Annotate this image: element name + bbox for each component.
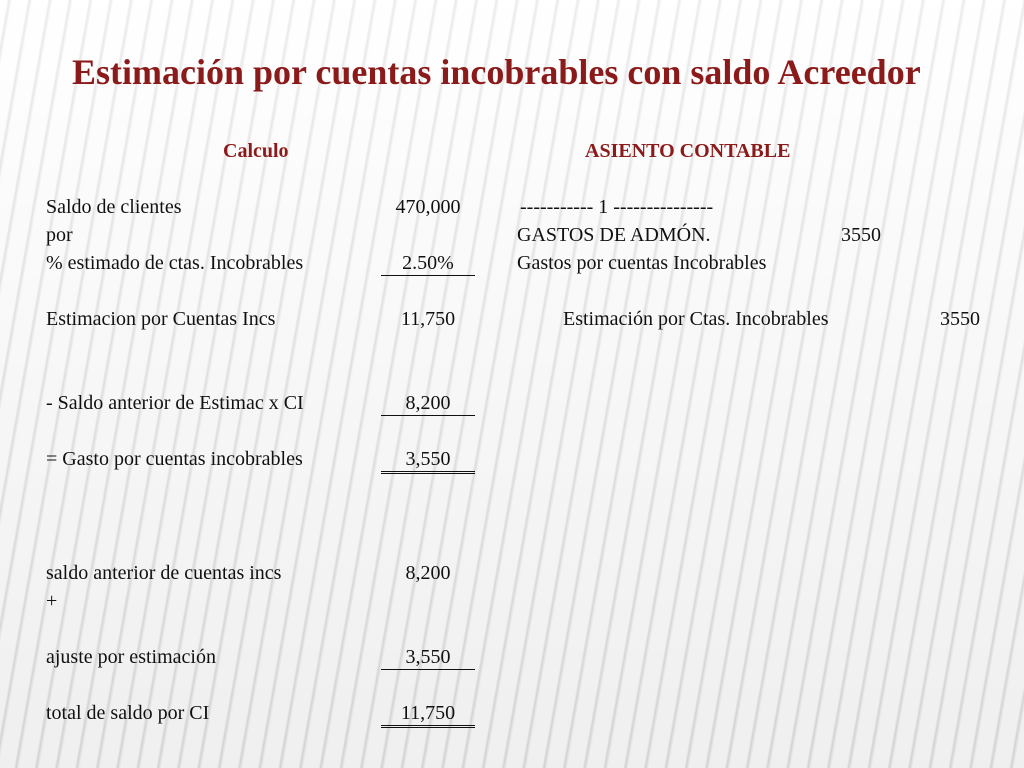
calc-value-saldo-clientes: 470,000 [395,196,461,218]
calc-value-ajuste: 3,550 [381,645,475,670]
calc-label-estimacion: Estimacion por Cuentas Incs [46,308,276,330]
calc-label-saldo-anterior-cuentas: saldo anterior de cuentas incs [46,562,282,584]
calc-value-porcentaje-estimado: 2.50% [381,251,475,276]
slide-title: Estimación por cuentas incobrables con saldo Acreedor [72,52,921,92]
calc-label-saldo-anterior-estimac: - Saldo anterior de Estimac x CI [46,392,304,414]
calc-label-por: por [46,224,73,246]
asiento-debit-amount: 3550 [841,224,881,246]
calculo-heading: Calculo [223,140,289,162]
calc-value-saldo-anterior-estimac: 8,200 [381,391,475,416]
calc-value-estimacion: 11,750 [400,308,456,330]
asiento-separator: ----------- 1 --------------- [520,196,714,218]
calc-label-plus: + [46,590,58,612]
calc-value-total: 11,750 [381,701,475,728]
asiento-credit-amount: 3550 [940,308,980,330]
calc-label-saldo-clientes: Saldo de clientes [46,196,182,218]
calc-label-total: total de saldo por CI [46,702,210,724]
asiento-debit-account: GASTOS DE ADMÓN. [517,224,711,246]
calc-value-gasto: 3,550 [381,447,475,474]
asiento-credit-account: Estimación por Ctas. Incobrables [563,308,829,330]
calc-label-ajuste: ajuste por estimación [46,646,216,668]
asiento-debit-subaccount: Gastos por cuentas Incobrables [517,252,767,274]
asiento-contable-heading: ASIENTO CONTABLE [585,140,791,162]
calc-label-gasto: = Gasto por cuentas incobrables [46,448,303,470]
calc-label-porcentaje-estimado: % estimado de ctas. Incobrables [46,252,304,274]
calc-value-saldo-anterior-cuentas: 8,200 [405,562,451,584]
